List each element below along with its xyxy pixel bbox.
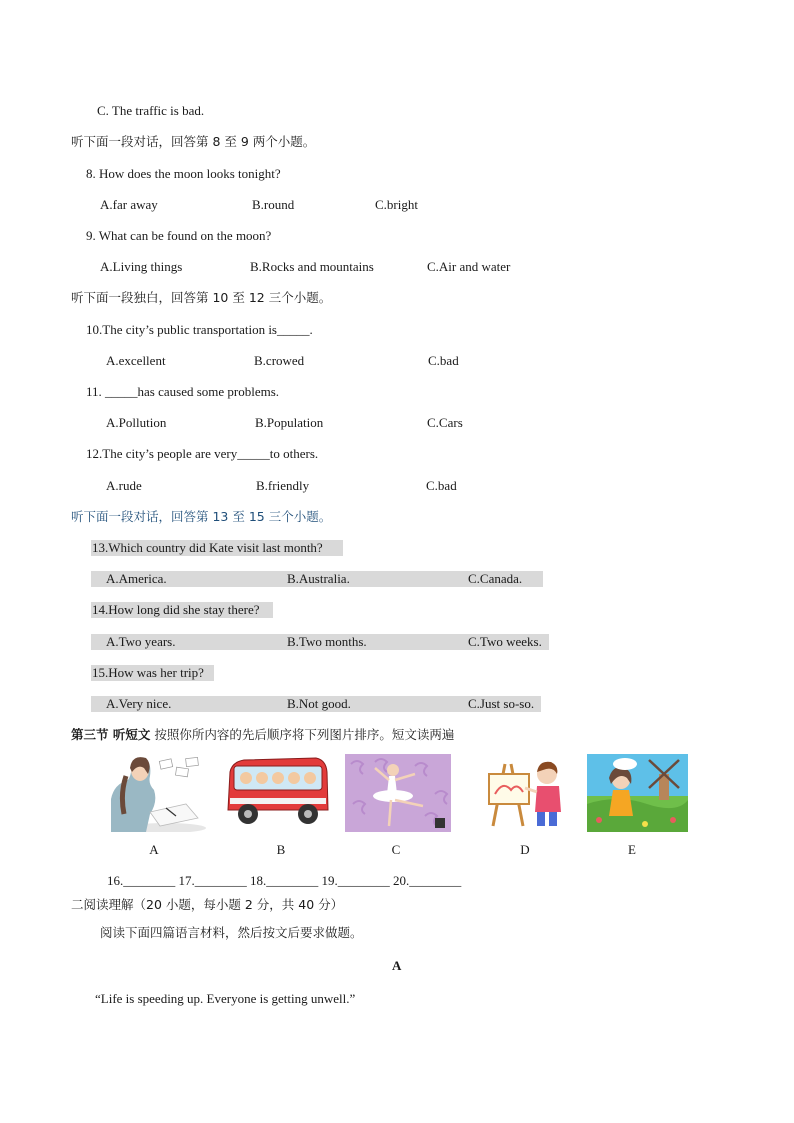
question-15: 15.How was her trip? [92,665,204,680]
option-15c: C.Just so-so. [468,696,535,711]
option-11a: A.Pollution [106,415,167,430]
picture-label-e: E [628,842,636,857]
option-11c: C.Cars [427,415,463,430]
picture-d-painting [479,754,573,832]
option-13b: B.Australia. [287,571,350,586]
passage-label: A [392,958,402,973]
passage-text: “Life is speeding up. Everyone is getting unwell.” [95,991,356,1006]
question-9: 9. What can be found on the moon? [86,228,272,243]
picture-label-d: D [520,842,530,857]
option-10c: C.bad [428,353,459,368]
option-8b: B.round [252,197,295,212]
instruction: 听下面一段对话，回答第 8 至 9 两个小题。 [71,134,316,149]
question-12: 12.The city’s people are very_____to others. [86,446,319,461]
option-14c: C.Two weeks. [468,634,542,649]
section-title: 第三节 听短文 [71,727,151,742]
option-11b: B.Population [255,415,324,430]
option-10b: B.crowed [254,353,305,368]
option-9a: A.Living things [100,259,183,274]
question-14: 14.How long did she stay there? [92,602,260,617]
picture-a-writing [106,754,206,832]
section-heading [71,727,454,743]
instruction: 听下面一段对话，回答第 13 至 15 三个小题。 [71,509,332,524]
option-12b: B.friendly [256,478,310,493]
option-8a: A.far away [100,197,158,212]
picture-label-c: C [391,842,401,857]
picture-b-bus [224,754,330,832]
question-11: 11. _____has caused some problems. [86,384,280,399]
question-8: 8. How does the moon looks tonight? [86,166,281,181]
option-13a: A.America. [106,571,167,586]
option-10a: A.excellent [106,353,166,368]
picture-label-b: B [276,842,286,857]
part-intro: 阅读下面四篇语言材料，然后按文后要求做题。 [100,925,363,940]
option-14a: A.Two years. [106,634,176,649]
instruction: 听下面一段独白，回答第 10 至 12 三个小题。 [71,290,332,305]
answer-blanks: 16.________ 17.________ 18.________ 19.________ 20.________ [107,873,462,888]
question-13: 13.Which country did Kate visit last month? [92,540,323,555]
option-15b: B.Not good. [287,696,351,711]
option-15a: A.Very nice. [106,696,172,711]
option-13c: C.Canada. [468,571,523,586]
picture-e-windmill [587,754,688,832]
option-9b: B.Rocks and mountains [250,259,374,274]
option-14b: B.Two months. [287,634,367,649]
section-instruction: 按照你所内容的先后顺序将下列图片排序。短文读两遍 [150,727,455,742]
question-10: 10.The city’s public transportation is_____. [86,322,313,337]
option-8c: C.bright [375,197,418,212]
option-12c: C.bad [426,478,457,493]
picture-c-ballerina [345,754,451,832]
option-12a: A.rude [106,478,142,493]
part-heading: 二阅读理解（20 小题，每小题 2 分，共 40 分） [71,897,344,912]
option-9c: C.Air and water [427,259,511,274]
option-line: C. The traffic is bad. [97,103,205,118]
picture-label-a: A [149,842,159,857]
